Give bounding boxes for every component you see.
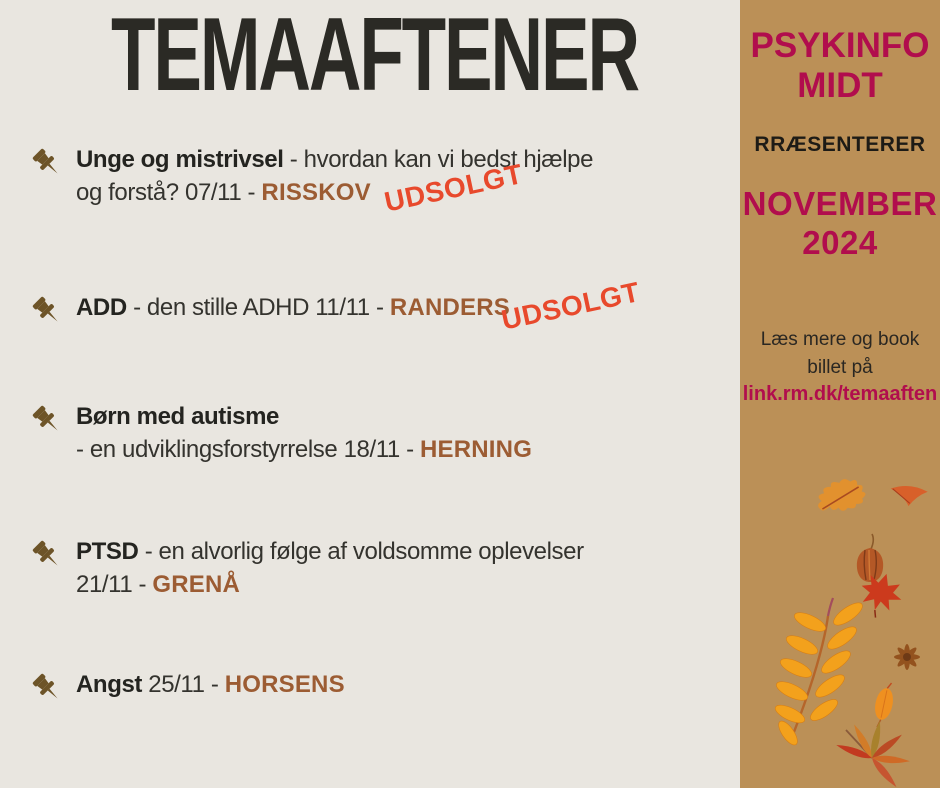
- booking-link[interactable]: link.rm.dk/temaaften: [742, 383, 938, 405]
- event-location: HERNING: [419, 436, 533, 463]
- event-line: [76, 433, 710, 466]
- event-line: [76, 400, 710, 433]
- event-text-segment: - en udviklingsforstyrrelse 18/11 -: [76, 436, 420, 463]
- event-location: HORSENS: [224, 671, 345, 698]
- soldout-badge: UDSOLGT: [381, 158, 526, 218]
- pushpin-icon: [30, 146, 66, 182]
- small-orange-leaf: [871, 681, 897, 730]
- event-text: [76, 535, 710, 601]
- event-angst: [30, 668, 710, 701]
- small-red-leaf: [889, 484, 928, 509]
- event-line: [76, 535, 710, 568]
- event-line: [76, 143, 710, 176]
- event-text-segment: - hvordan kan vi bedst hjælpe: [283, 146, 594, 173]
- brand-title: [740, 26, 940, 106]
- brand-line1: PSYKINFO: [750, 26, 930, 65]
- month-line1: NOVEMBER: [742, 185, 938, 222]
- booking-info-line2: billet på: [807, 357, 873, 378]
- pushpin-icon: [30, 403, 66, 439]
- pushpin-icon: [30, 538, 66, 574]
- physalis-pod: [857, 534, 883, 582]
- event-title: Angst: [76, 671, 142, 698]
- booking-info-line1: Læs mere og book: [760, 329, 920, 350]
- soldout-badge: UDSOLGT: [498, 276, 643, 336]
- event-title: PTSD: [76, 538, 139, 565]
- autumn-leaves-decoration: [740, 440, 940, 788]
- event-unge-og-mistrivsel: [30, 143, 710, 218]
- month-line2: 2024: [802, 224, 878, 261]
- creeper-leaf: [835, 720, 910, 788]
- event-line: [76, 568, 710, 601]
- event-text: [76, 668, 710, 701]
- event-location: RISSKOV: [261, 179, 371, 206]
- page-title: TEMAAFTENER: [111, 0, 638, 113]
- event-born-med-autisme: [30, 400, 710, 466]
- event-add: [30, 276, 710, 336]
- event-text: [76, 400, 710, 466]
- rowan-leaf: [773, 598, 866, 748]
- event-ptsd: [30, 535, 710, 601]
- event-title: ADD: [76, 294, 127, 321]
- event-title: Unge og mistrivsel: [76, 146, 284, 173]
- brand-line2: MIDT: [797, 66, 883, 105]
- event-text-segment: og forstå? 07/11 -: [76, 179, 262, 206]
- event-text-segment: - en alvorlig følge af voldsomme oplevelser: [138, 538, 584, 565]
- event-text-segment: - den stille ADHD 11/11 -: [126, 294, 390, 321]
- presents-label: RRÆSENTERER: [754, 133, 926, 156]
- pushpin-icon: [30, 294, 66, 330]
- sidebar: [740, 0, 940, 788]
- oak-leaf: [814, 475, 868, 515]
- event-title: Børn med autisme: [76, 403, 279, 430]
- event-location: GRENÅ: [152, 571, 241, 598]
- event-text-segment: 21/11 -: [76, 571, 153, 598]
- booking-block: [740, 326, 940, 406]
- pushpin-icon: [30, 671, 66, 707]
- star-anise: [894, 644, 920, 670]
- month-label: [740, 184, 940, 262]
- event-text-segment: 25/11 -: [142, 671, 225, 698]
- event-location: RANDERS: [389, 294, 510, 321]
- event-line: [76, 668, 710, 701]
